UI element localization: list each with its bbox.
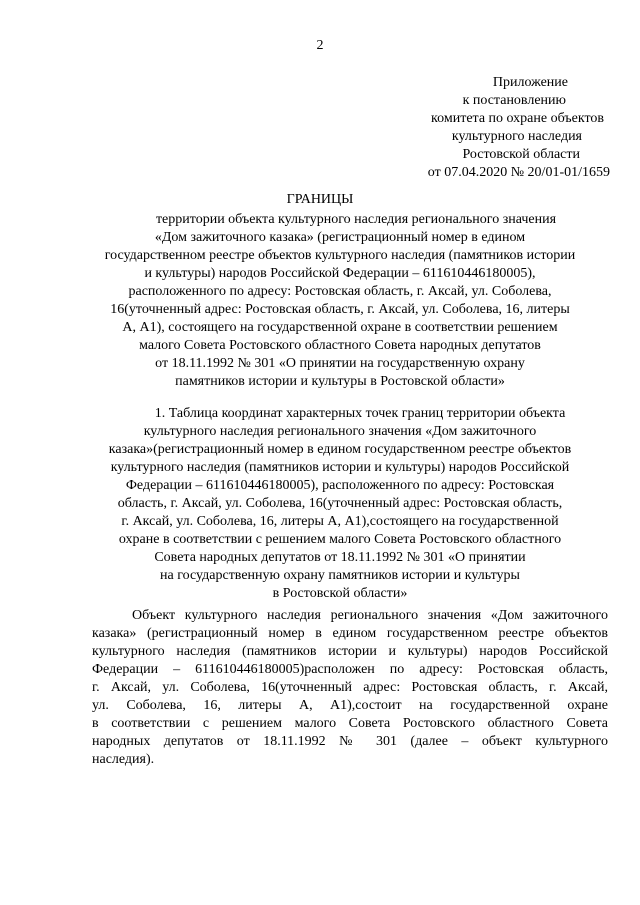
section-line: г. Аксай, ул. Соболева, 16, литеры А, А1),состоящего на государственной [121, 514, 559, 529]
appendix-line: от 07.04.2020 № 20/01-01/1659 [427, 165, 610, 180]
description-line: территории объекта культурного наследия регионального значения [155, 212, 557, 227]
description-line: от 18.11.1992 № 301 «О принятии на государственную охрану [155, 356, 525, 371]
appendix-line: Приложение [492, 75, 568, 90]
description-line: 16(уточненный адрес: Ростовская область, г. Аксай, ул. Соболева, 16, литеры [110, 302, 570, 317]
section-line: 1. Таблица координат характерных точек границ территории объекта [154, 406, 566, 421]
appendix-line: к постановлению [462, 93, 566, 108]
section-line: культурного наследия регионального значения «Дом зажиточного [143, 424, 537, 439]
section-line: область, г. Аксай, ул. Соболева, 16(уточненный адрес: Ростовская область, [117, 496, 563, 511]
borders-description [70, 211, 610, 391]
paragraph-line: культурного наследия (памятников истории и культуры) народов Российской [92, 644, 608, 659]
description-line: «Дом зажиточного казака» (регистрационный номер в едином [154, 230, 526, 245]
section-line: на государственную охрану памятников истории и культуры [160, 568, 520, 583]
section-line: Федерации – 611610446180005), расположенного по адресу: Ростовская [125, 478, 555, 493]
section-line: в Ростовской области» [272, 586, 408, 601]
section-line: казака»(регистрационный номер в едином государственном реестре объектов [108, 442, 572, 457]
paragraph-line: в соответствии с решением малого Совета Ростовского областного Совета [92, 716, 608, 731]
appendix-line: культурного наследия [451, 129, 582, 144]
appendix-header [330, 74, 610, 182]
section-line: культурного наследия (памятников истории и культуры) народов Российской [110, 460, 570, 475]
paragraph-line: Федерации – 611610446180005)расположен по адресу: Ростовская область, [92, 662, 608, 677]
appendix-line: Ростовской области [462, 147, 580, 162]
description-line: малого Совета Ростовского областного Совета народных депутатов [139, 338, 541, 353]
appendix-line: комитета по охране объектов [431, 111, 604, 126]
description-line: государственном реестре объектов культурного наследия (памятников истории [104, 248, 576, 263]
paragraph-line: народных депутатов от 18.11.1992 № 301 (далее – объект культурного [92, 734, 608, 749]
paragraph-line: ул. Соболева, 16, литеры А, А1),состоит на государственной охране [92, 698, 608, 713]
page-number: 2 [316, 38, 324, 53]
description-line: и культуры) народов Российской Федерации – 611610446180005), [144, 266, 536, 281]
section-line: Совета народных депутатов от 18.11.1992 № 301 «О принятии [154, 550, 526, 565]
section-1-heading [70, 405, 610, 603]
borders-title: ГРАНИЦЫ [286, 192, 354, 207]
description-line: памятников истории и культуры в Ростовской области» [175, 374, 505, 389]
description-line: А, А1), состоящего на государственной охране в соответствии решением [122, 320, 558, 335]
section-line: охране в соответствии с решением малого Совета Ростовского областного [118, 532, 562, 547]
paragraph-line: г. Аксай, ул. Соболева, 16(уточненный адрес: Ростовская область, г. Аксай, [92, 680, 608, 695]
description-line: расположенного по адресу: Ростовская область, г. Аксай, ул. Соболева, [128, 284, 552, 299]
paragraph-line: Объект культурного наследия регионального значения «Дом зажиточного [132, 608, 608, 623]
paragraph-line: казака» (регистрационный номер в едином государственном реестре объектов [92, 626, 608, 641]
paragraph-line: наследия). [92, 752, 155, 767]
object-paragraph [92, 607, 608, 769]
